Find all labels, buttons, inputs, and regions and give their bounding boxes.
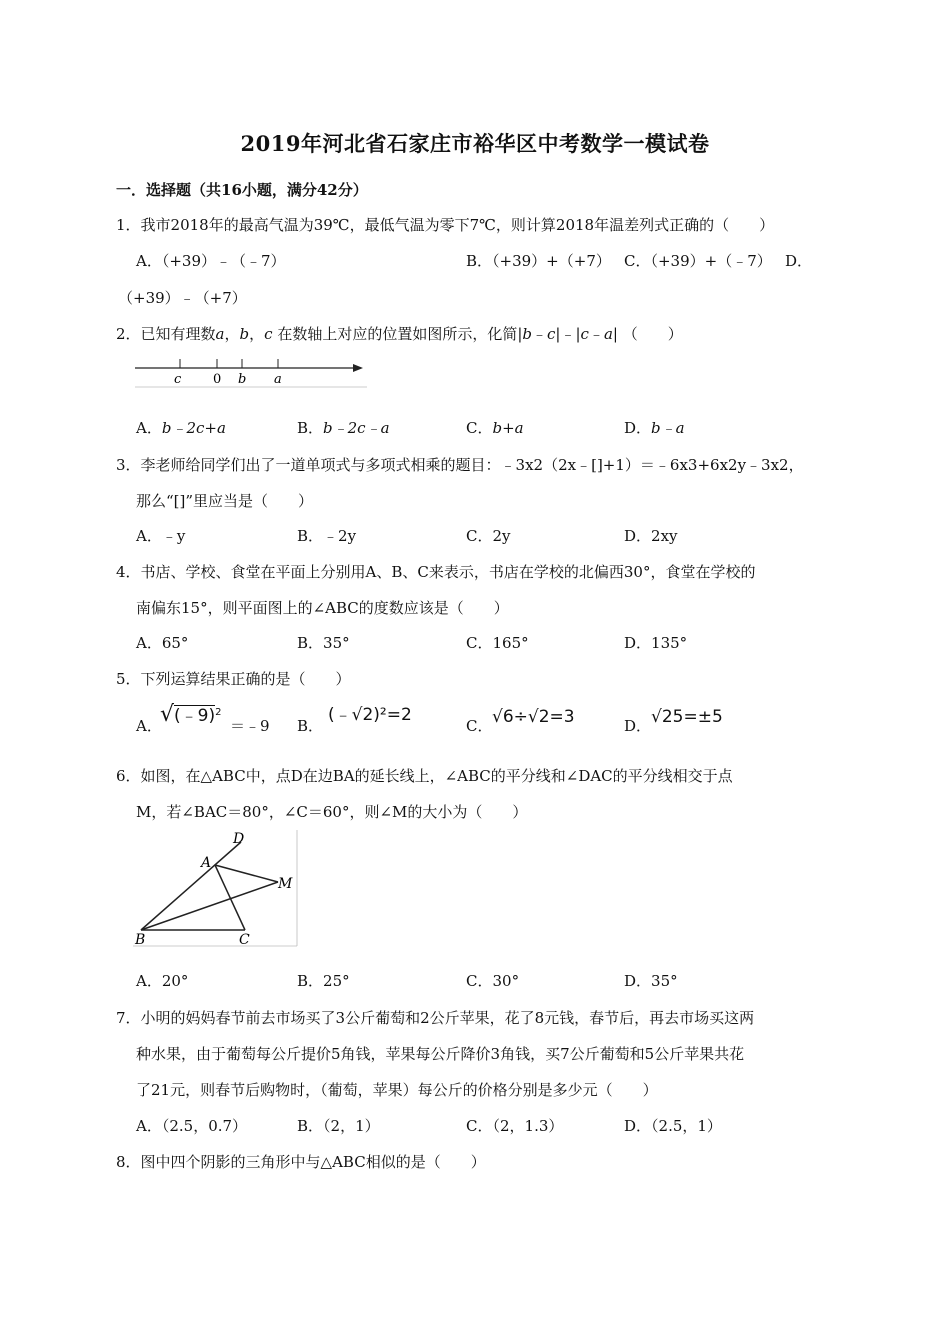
question-1-option-a: A．（+39）﹣（﹣7） <box>136 252 286 270</box>
question-4-line-1: 4．书店、学校、食堂在平面上分别用A、B、C来表示，书店在学校的北偏西30°，食堂在学校的 <box>116 563 756 581</box>
question-7-line-2: 种水果，由于葡萄每公斤提价5角钱，苹果每公斤降价3角钱，买7公斤葡萄和5公斤苹果共花 <box>136 1045 745 1063</box>
number-line-arrow-icon <box>353 364 363 372</box>
question-7-option-a: A．（2.5，0.7） <box>136 1117 248 1135</box>
question-4-line-2: 南偏东15°，则平面图上的∠ABC的度数应该是（ ） <box>136 599 509 617</box>
label-a: A <box>201 855 212 871</box>
label-d: D <box>233 831 245 847</box>
segment-ac <box>215 865 245 930</box>
question-3-option-b: B．﹣2y <box>297 527 357 545</box>
question-7-line-1: 7．小明的妈妈春节前去市场买了3公斤葡萄和2公斤苹果，花了8元钱，春节后，再去市场买这两 <box>116 1009 755 1027</box>
question-5-option-d-expr: √25=±5 <box>651 707 723 727</box>
question-3-option-d: D．2xy <box>624 527 678 545</box>
label-m: M <box>278 876 293 892</box>
question-7-line-3: 了21元，则春节后购物时，（葡萄，苹果）每公斤的价格分别是多少元（ ） <box>136 1081 658 1099</box>
question-1-option-c: C．（+39）+（﹣7） <box>624 252 772 270</box>
question-1-option-d: （+39）﹣（+7） <box>118 289 247 307</box>
question-5-option-a-expr: √(﹣9)$^2$ <box>160 702 222 727</box>
question-6-line-2: M，若∠BAC＝80°，∠C＝60°，则∠M的大小为（ ） <box>136 803 528 821</box>
question-6-option-d: D．35° <box>624 972 678 990</box>
question-2-option-a: A．b﹣2c+a <box>136 419 226 437</box>
label-a: a <box>274 372 282 387</box>
label-b: B <box>135 932 146 948</box>
question-3-option-a: A．﹣y <box>136 527 186 545</box>
question-2-option-b: B．b﹣2c﹣a <box>297 419 390 437</box>
question-6-option-c: C．30° <box>466 972 520 990</box>
question-5-option-c-label: C． <box>466 717 493 735</box>
label-b: b <box>238 372 247 387</box>
question-7-option-b: B．（2，1） <box>297 1117 380 1135</box>
page-title: 2019年河北省石家庄市裕华区中考数学一模试卷 <box>240 131 710 156</box>
label-0: 0 <box>213 372 222 387</box>
question-5-option-b-expr: (﹣√2)²=2 <box>328 705 412 725</box>
question-4-option-b: B．35° <box>297 634 350 652</box>
question-7-option-c: C．（2，1.3） <box>466 1117 564 1135</box>
question-4-option-d: D．135° <box>624 634 688 652</box>
question-5-stem: 5．下列运算结果正确的是（ ） <box>116 670 351 688</box>
question-2-stem: 2．已知有理数a，b，c 在数轴上对应的位置如图所示，化简|b﹣c|﹣|c﹣a| （ ） <box>116 325 683 343</box>
question-3-line-1: 3．李老师给同学们出了一道单项式与多项式相乘的题目：﹣3x2（2x﹣[]+1）＝﹣6x3+6x2y﹣3x2， <box>116 456 804 474</box>
number-line-figure <box>133 354 369 390</box>
question-8-stem: 8．图中四个阴影的三角形中与△ABC相似的是（ ） <box>116 1153 486 1171</box>
question-2-option-c: C．b+a <box>466 419 524 437</box>
question-4-option-a: A．65° <box>136 634 189 652</box>
question-1-option-d-label: D． <box>785 252 813 270</box>
question-5-option-b-label: B． <box>297 717 324 735</box>
question-4-option-c: C．165° <box>466 634 529 652</box>
question-5-option-c-expr: √6÷√2=3 <box>492 707 575 727</box>
question-6-option-a: A．20° <box>136 972 189 990</box>
question-5-option-a-tail: ＝﹣9 <box>230 717 270 735</box>
triangle-figure <box>133 830 299 948</box>
segment-bd <box>141 842 241 930</box>
segment-am <box>215 865 278 882</box>
question-3-line-2: 那么“[]”里应当是（ ） <box>136 492 314 510</box>
question-6-line-1: 6．如图，在△ABC中，点D在边BA的延长线上，∠ABC的平分线和∠DAC的平分线相交于点 <box>116 767 733 785</box>
question-7-option-d: D．（2.5，1） <box>624 1117 722 1135</box>
question-2-option-d: D．b﹣a <box>624 419 685 437</box>
question-1-option-b: B．（+39）+（+7） <box>466 252 611 270</box>
segment-bm <box>141 882 278 930</box>
question-1-stem: 1．我市2018年的最高气温为39℃，最低气温为零下7℃，则计算2018年温差列式正确的（ ） <box>116 216 775 234</box>
section-heading: 一．选择题（共16小题，满分42分） <box>116 181 368 199</box>
label-c: C <box>239 932 250 948</box>
question-5-option-a-label: A． <box>136 717 162 735</box>
question-5-option-d-label: D． <box>624 717 652 735</box>
question-6-option-b: B．25° <box>297 972 350 990</box>
label-c: c <box>174 372 182 387</box>
question-3-option-c: C．2y <box>466 527 511 545</box>
